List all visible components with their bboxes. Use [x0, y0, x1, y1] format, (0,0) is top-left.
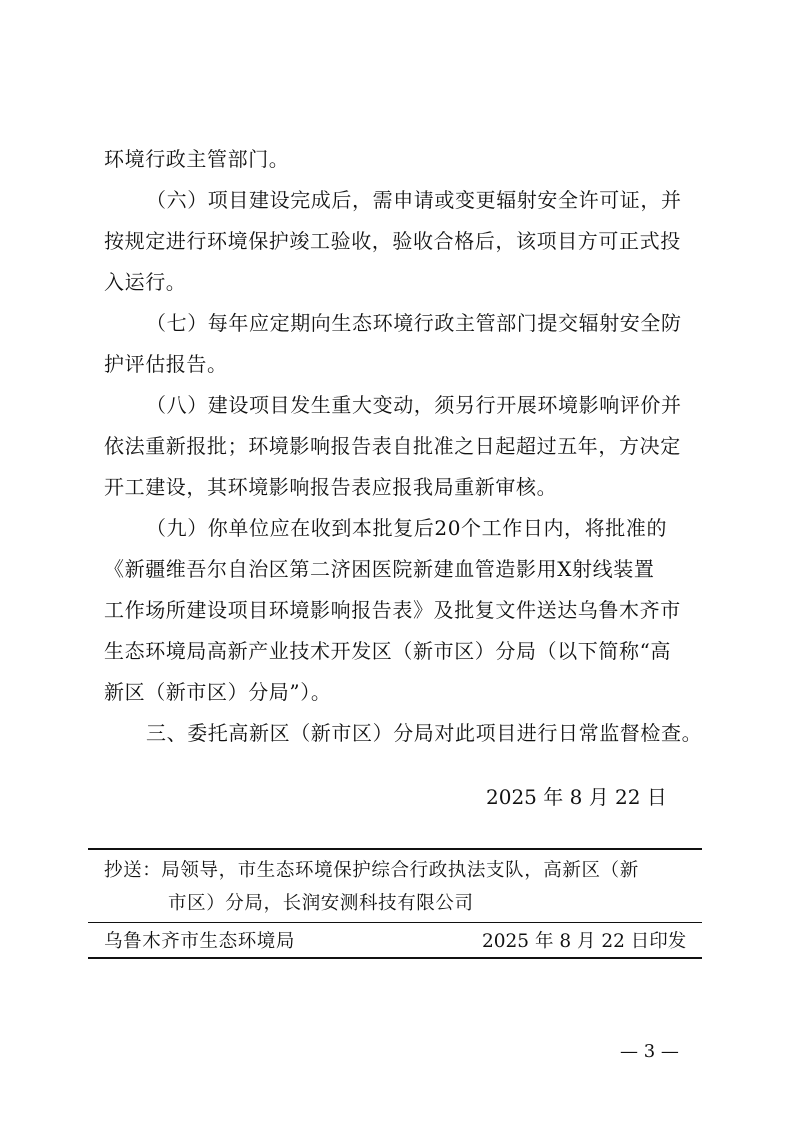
body-line-7: （八）建设项目发生重大变动，须另行开展环境影响评价并 [146, 393, 682, 417]
body-line-5: （七）每年应定期向生态环境行政主管部门提交辐射安全防 [146, 311, 682, 335]
page-number: — 3 — [620, 1041, 679, 1062]
footer-rule-middle [88, 922, 702, 923]
body-line-8: 依法重新报批；环境影响报告表自批准之日起超过五年，方决定 [104, 434, 681, 458]
body-line-10: （九）你单位应在收到本批复后20个工作日内，将批准的 [146, 516, 668, 540]
cc-line-2: 市区）分局，长润安测科技有限公司 [168, 893, 474, 914]
body-line-15: 三、委托高新区（新市区）分局对此项目进行日常监督检查。 [146, 721, 703, 745]
footer-rule-top [88, 848, 702, 850]
body-line-13: 生态环境局高新产业技术开发区（新市区）分局（以下简称“高 [104, 639, 672, 663]
footer-rule-bottom [88, 957, 702, 959]
issue-date: 2025 年 8 月 22 日印发 [482, 931, 687, 952]
body-line-9: 开工建设，其环境影响报告表应报我局重新审核。 [104, 475, 558, 499]
body-line-4: 入运行。 [104, 270, 187, 294]
cc-line-1: 抄送：局领导，市生态环境保护综合行政执法支队，高新区（新 [104, 860, 639, 881]
body-line-3: 按规定进行环境保护竣工验收，验收合格后，该项目方可正式投 [104, 229, 681, 253]
body-line-11: 《新疆维吾尔自治区第二济困医院新建血管造影用X射线装置 [104, 557, 655, 581]
body-line-6: 护评估报告。 [104, 352, 228, 376]
signature-date: 2025 年 8 月 22 日 [486, 785, 667, 809]
body-line-12: 工作场所建设项目环境影响报告表》及批复文件送达乌鲁木齐市 [104, 598, 681, 622]
body-line-2: （六）项目建设完成后，需申请或变更辐射安全许可证，并 [146, 188, 682, 212]
body-line-1: 环境行政主管部门。 [104, 147, 290, 171]
issuing-authority: 乌鲁木齐市生态环境局 [104, 931, 296, 952]
body-line-14: 新区（新市区）分局”）。 [104, 680, 332, 704]
